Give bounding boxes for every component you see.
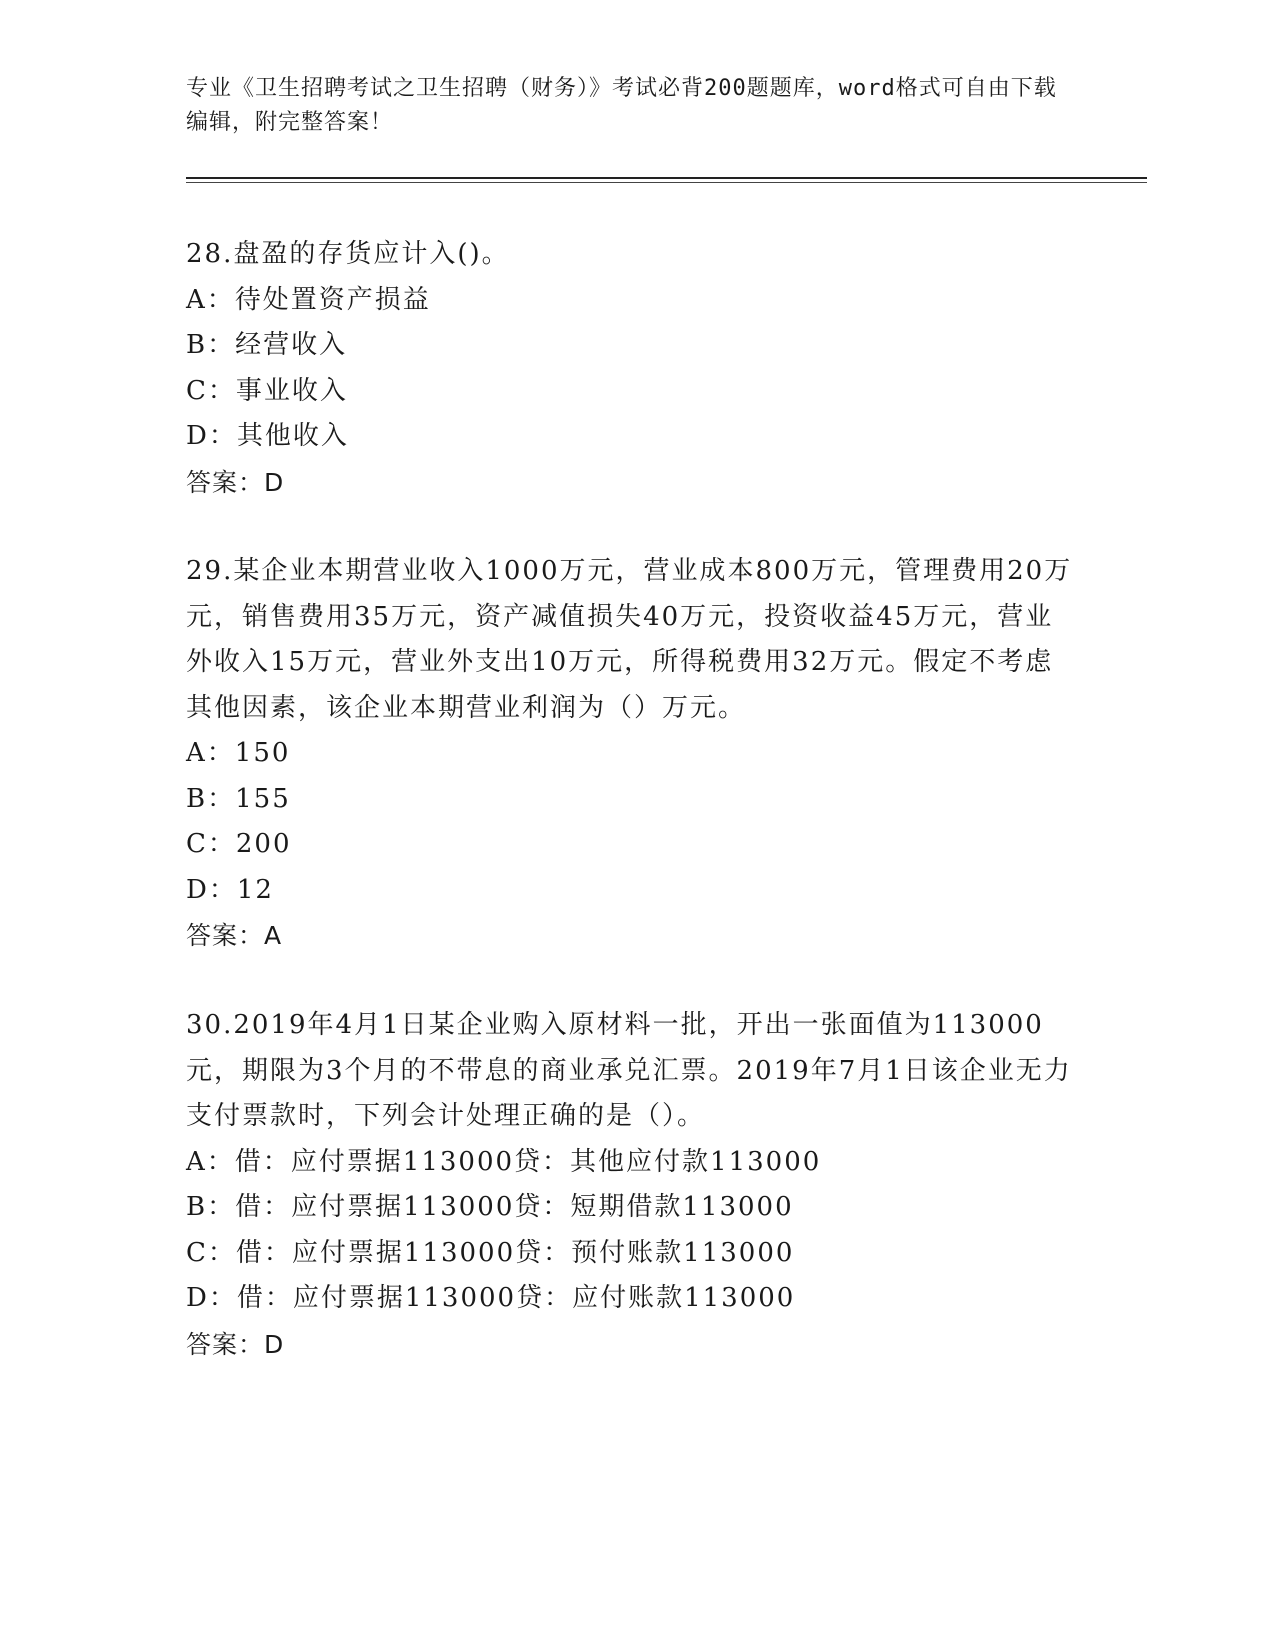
answer-line: 答案：D <box>186 467 285 497</box>
question-30 <box>186 1003 1076 1367</box>
header-text: 专业《卫生招聘考试之卫生招聘（财务）》考试必背200题题库，word格式可自由下载编辑，附完整答案！ <box>186 76 1057 135</box>
option-d: D：12 <box>186 874 274 905</box>
answer-line: 答案：A <box>186 921 283 950</box>
answer-line: 答案：D <box>186 1329 285 1359</box>
question-29 <box>186 549 1076 959</box>
option-d: D：借：应付票据113000贷：应付账款113000 <box>186 1283 796 1313</box>
option-b: B：借：应付票据113000贷：短期借款113000 <box>186 1192 794 1222</box>
document-header <box>186 72 1066 140</box>
question-stem: 28.盘盈的存货应计入()。 <box>186 239 510 269</box>
question-28 <box>186 232 1076 505</box>
question-stem: 30.2019年4月1日某企业购入原材料一批，开出一张面值为113000元，期限为3个月的不带息的商业承兑汇票。2019年7月1日该企业无力支付票款时，下列会计处理正确的是（）。 <box>186 1010 1072 1131</box>
option-c: C：借：应付票据113000贷：预付账款113000 <box>186 1237 795 1268</box>
option-a: A：150 <box>186 738 291 768</box>
option-c: C：200 <box>186 829 292 859</box>
question-stem: 29.某企业本期营业收入1000万元，营业成本800万元，管理费用20万元，销售费用35万元，资产减值损失40万元，投资收益45万元，营业外收入15万元，营业外支出10万元，所得税费用32万元。假定不考虑其他因素，该企业本期营业利润为（）万元。 <box>186 556 1073 723</box>
header-divider-thick <box>186 177 1147 179</box>
option-b: B：经营收入 <box>186 330 348 360</box>
option-b: B：155 <box>186 783 291 814</box>
option-a: A：待处置资产损益 <box>186 284 431 315</box>
option-a: A：借：应付票据113000贷：其他应付款113000 <box>186 1146 822 1177</box>
option-d: D：其他收入 <box>186 421 349 451</box>
header-divider-thin <box>186 182 1147 183</box>
option-c: C：事业收入 <box>186 375 348 406</box>
